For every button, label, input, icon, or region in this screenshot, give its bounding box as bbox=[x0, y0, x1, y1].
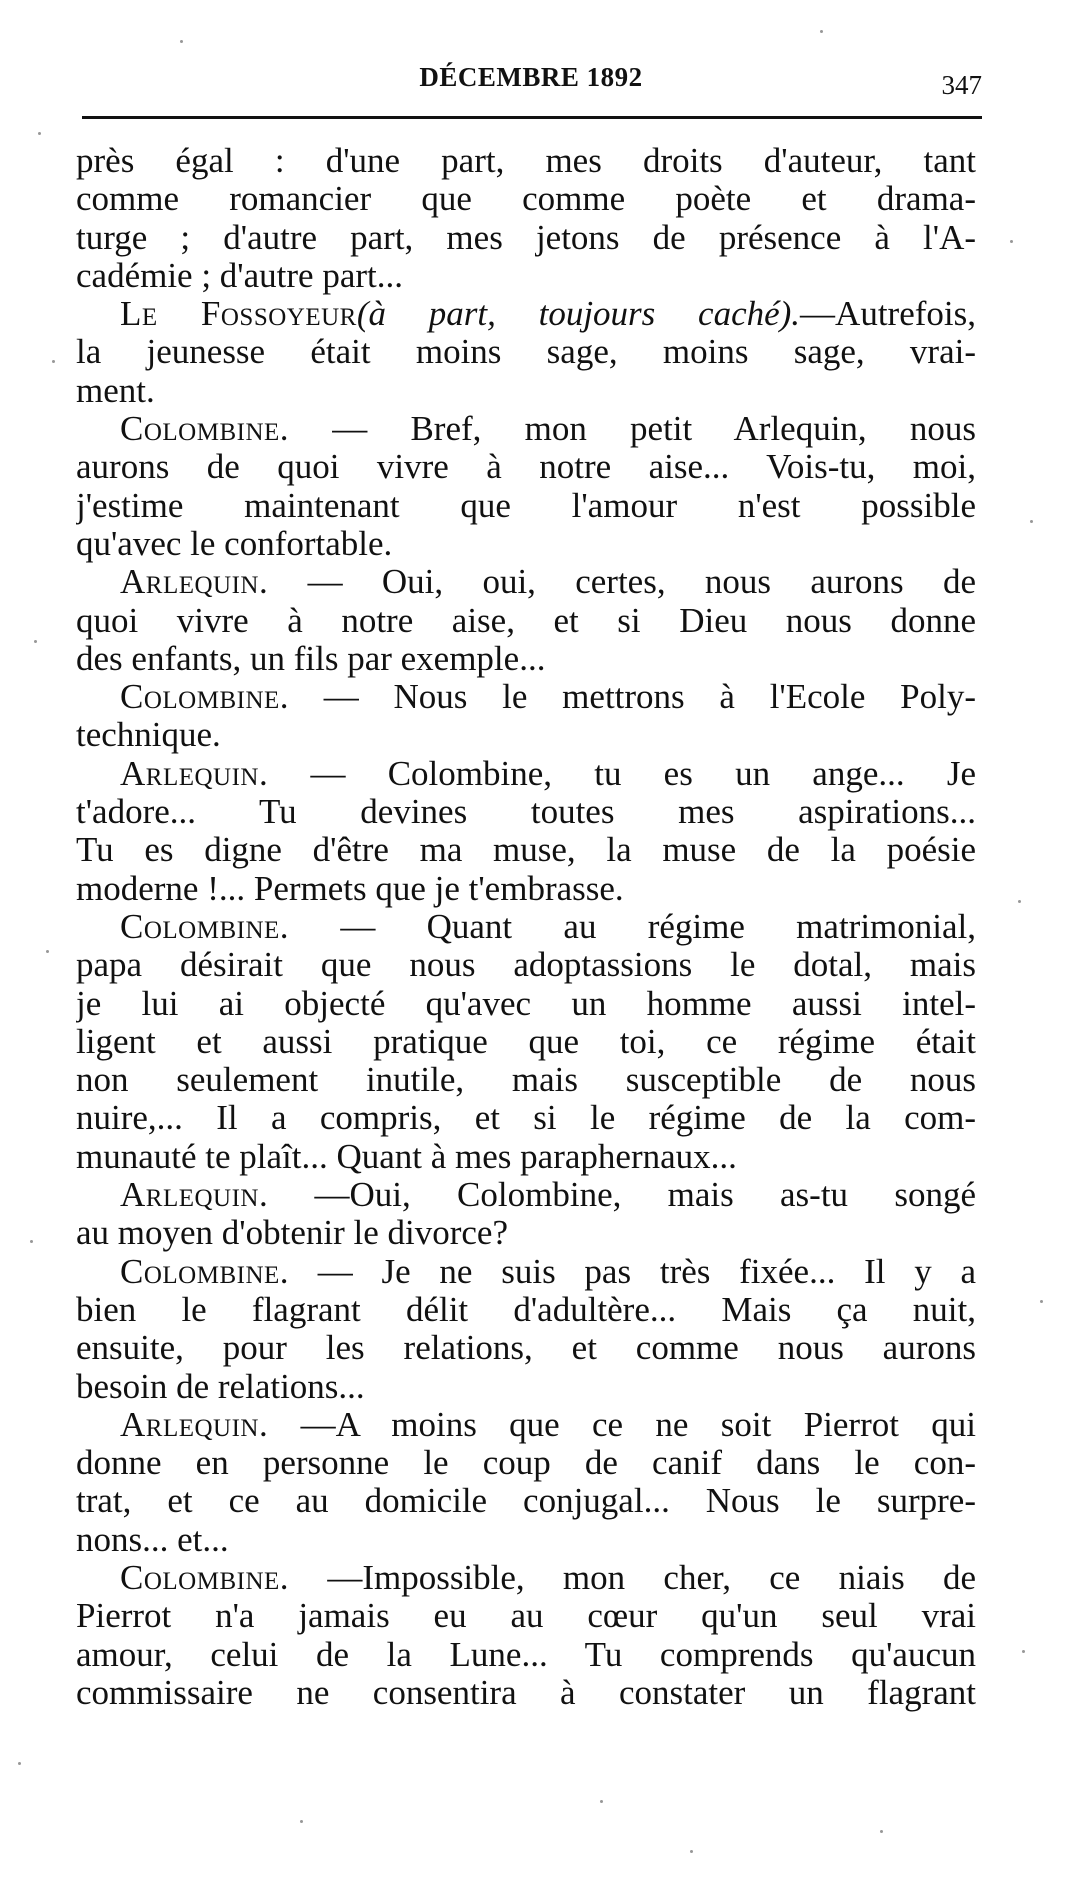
text-line: la jeunesse était moins sage, moins sage, vrai- bbox=[76, 333, 976, 372]
scan-speck bbox=[1010, 240, 1013, 243]
text-line: près égal : d'une part, mes droits d'auteur, tant bbox=[76, 142, 976, 180]
dialogue-text: — Oui, oui, certes, nous aurons de bbox=[307, 563, 976, 602]
speaker-name: Arlequin. bbox=[120, 1176, 269, 1215]
dialogue-text: —Oui, Colombine, mais as-tu songé bbox=[314, 1176, 976, 1215]
text-line: bien le flagrant délit d'adultère... Mais ça nuit, bbox=[76, 1290, 976, 1329]
text-line: nons... et... bbox=[76, 1520, 229, 1559]
text-line: trat, et ce au domicile conjugal... Nous le surpre- bbox=[76, 1482, 976, 1521]
speaker-name: Colombine. bbox=[120, 678, 290, 717]
text-line: je lui ai objecté qu'avec un homme aussi intel- bbox=[76, 984, 976, 1023]
scan-speck bbox=[180, 40, 183, 43]
text-line: aurons de quoi vivre à notre aise... Vois-tu, moi, bbox=[76, 448, 976, 487]
speaker-line bbox=[76, 755, 976, 793]
text-line: Pierrot n'a jamais eu au cœur qu'un seul vrai bbox=[76, 1597, 976, 1636]
scan-speck bbox=[18, 1762, 21, 1765]
text-line: amour, celui de la Lune... Tu comprends qu'aucun bbox=[76, 1635, 976, 1674]
speaker-line bbox=[76, 678, 976, 716]
text-line: munauté te plaît... Quant à mes paraphernaux... bbox=[76, 1137, 737, 1176]
scan-speck bbox=[1022, 1650, 1025, 1653]
speaker-line bbox=[76, 295, 976, 333]
speaker-name: Arlequin. bbox=[120, 754, 269, 793]
text-line: j'estime maintenant que l'amour n'est possible bbox=[76, 486, 976, 525]
scan-speck bbox=[30, 1240, 33, 1243]
speaker-line bbox=[76, 1253, 976, 1291]
dialogue-text: —Impossible, mon cher, ce niais de bbox=[327, 1558, 976, 1597]
text-line: technique. bbox=[76, 716, 221, 755]
text-line: commissaire ne consentira à constater un flagrant bbox=[76, 1673, 976, 1712]
scan-speck bbox=[1040, 1300, 1043, 1303]
text-line: moderne !... Permets que je t'embrasse. bbox=[76, 869, 624, 908]
speaker-name: Arlequin. bbox=[120, 563, 269, 602]
text-line: des enfants, un fils par exemple... bbox=[76, 639, 546, 678]
page-number: 347 bbox=[941, 70, 982, 100]
running-head bbox=[80, 62, 982, 98]
text-line: cadémie ; d'autre part... bbox=[76, 256, 403, 295]
scan-speck bbox=[300, 1820, 303, 1823]
speaker-name: Colombine. bbox=[120, 1558, 290, 1597]
running-title: DÉCEMBRE 1892 bbox=[419, 62, 643, 92]
speaker-name: Arlequin. bbox=[120, 1405, 269, 1444]
stage-direction: (à part, toujours caché). bbox=[356, 295, 801, 334]
speaker-line bbox=[76, 1176, 976, 1214]
scan-speck bbox=[52, 360, 55, 363]
dialogue-text: — Colombine, tu es un ange... Je bbox=[310, 754, 976, 793]
scan-speck bbox=[46, 950, 49, 953]
dialogue-text: — Bref, mon petit Arlequin, nous bbox=[332, 410, 976, 449]
dialogue-text: — Nous le mettrons à l'Ecole Poly- bbox=[323, 678, 976, 717]
speaker-line bbox=[76, 410, 976, 448]
text-line: papa désirait que nous adoptassions le dotal, mais bbox=[76, 946, 976, 985]
scan-speck bbox=[34, 640, 37, 643]
text-line: Tu es digne d'être ma muse, la muse de la poésie bbox=[76, 831, 976, 870]
text-line: nuire,... Il a compris, et si le régime de la com- bbox=[76, 1099, 976, 1138]
text-line: besoin de relations... bbox=[76, 1367, 365, 1406]
text-line: t'adore... Tu devines toutes mes aspirations... bbox=[76, 793, 976, 832]
dialogue-text: — Quant au régime matrimonial, bbox=[340, 907, 976, 946]
speaker-name: Le Fossoyeur bbox=[120, 295, 357, 334]
scan-speck bbox=[1030, 520, 1033, 523]
speaker-name: Colombine. bbox=[120, 907, 290, 946]
scan-speck bbox=[820, 30, 823, 33]
dialogue-text: —A moins que ce ne soit Pierrot qui bbox=[300, 1405, 976, 1444]
speaker-line bbox=[76, 1559, 976, 1597]
scan-speck bbox=[38, 132, 41, 135]
scan-speck bbox=[880, 1830, 883, 1833]
text-line: donne en personne le coup de canif dans le con- bbox=[76, 1444, 976, 1483]
text-line: turge ; d'autre part, mes jetons de présence à l'A- bbox=[76, 218, 976, 257]
dialogue-text: — Je ne suis pas très fixée... Il y a bbox=[317, 1252, 976, 1291]
text-line: quoi vivre à notre aise, et si Dieu nous donne bbox=[76, 601, 976, 640]
text-line: ensuite, pour les relations, et comme nous aurons bbox=[76, 1329, 976, 1368]
header-rule bbox=[82, 116, 982, 119]
speaker-line bbox=[76, 563, 976, 601]
scan-speck bbox=[1018, 900, 1021, 903]
text-line: qu'avec le confortable. bbox=[76, 524, 393, 563]
speaker-line bbox=[76, 908, 976, 946]
text-line: comme romancier que comme poète et drama- bbox=[76, 180, 976, 219]
text-line: au moyen d'obtenir le divorce? bbox=[76, 1214, 508, 1253]
text-line: ligent et aussi pratique que toi, ce régime était bbox=[76, 1022, 976, 1061]
speaker-name: Colombine. bbox=[120, 410, 290, 449]
speaker-line bbox=[76, 1406, 976, 1444]
scan-speck bbox=[690, 1850, 693, 1853]
dialogue-text: —Autrefois, bbox=[800, 295, 976, 334]
scan-speck bbox=[600, 1800, 603, 1803]
text-line: ment. bbox=[76, 371, 155, 410]
text-line: non seulement inutile, mais susceptible de nous bbox=[76, 1061, 976, 1100]
speaker-name: Colombine. bbox=[120, 1252, 290, 1291]
body-text bbox=[76, 142, 976, 1712]
